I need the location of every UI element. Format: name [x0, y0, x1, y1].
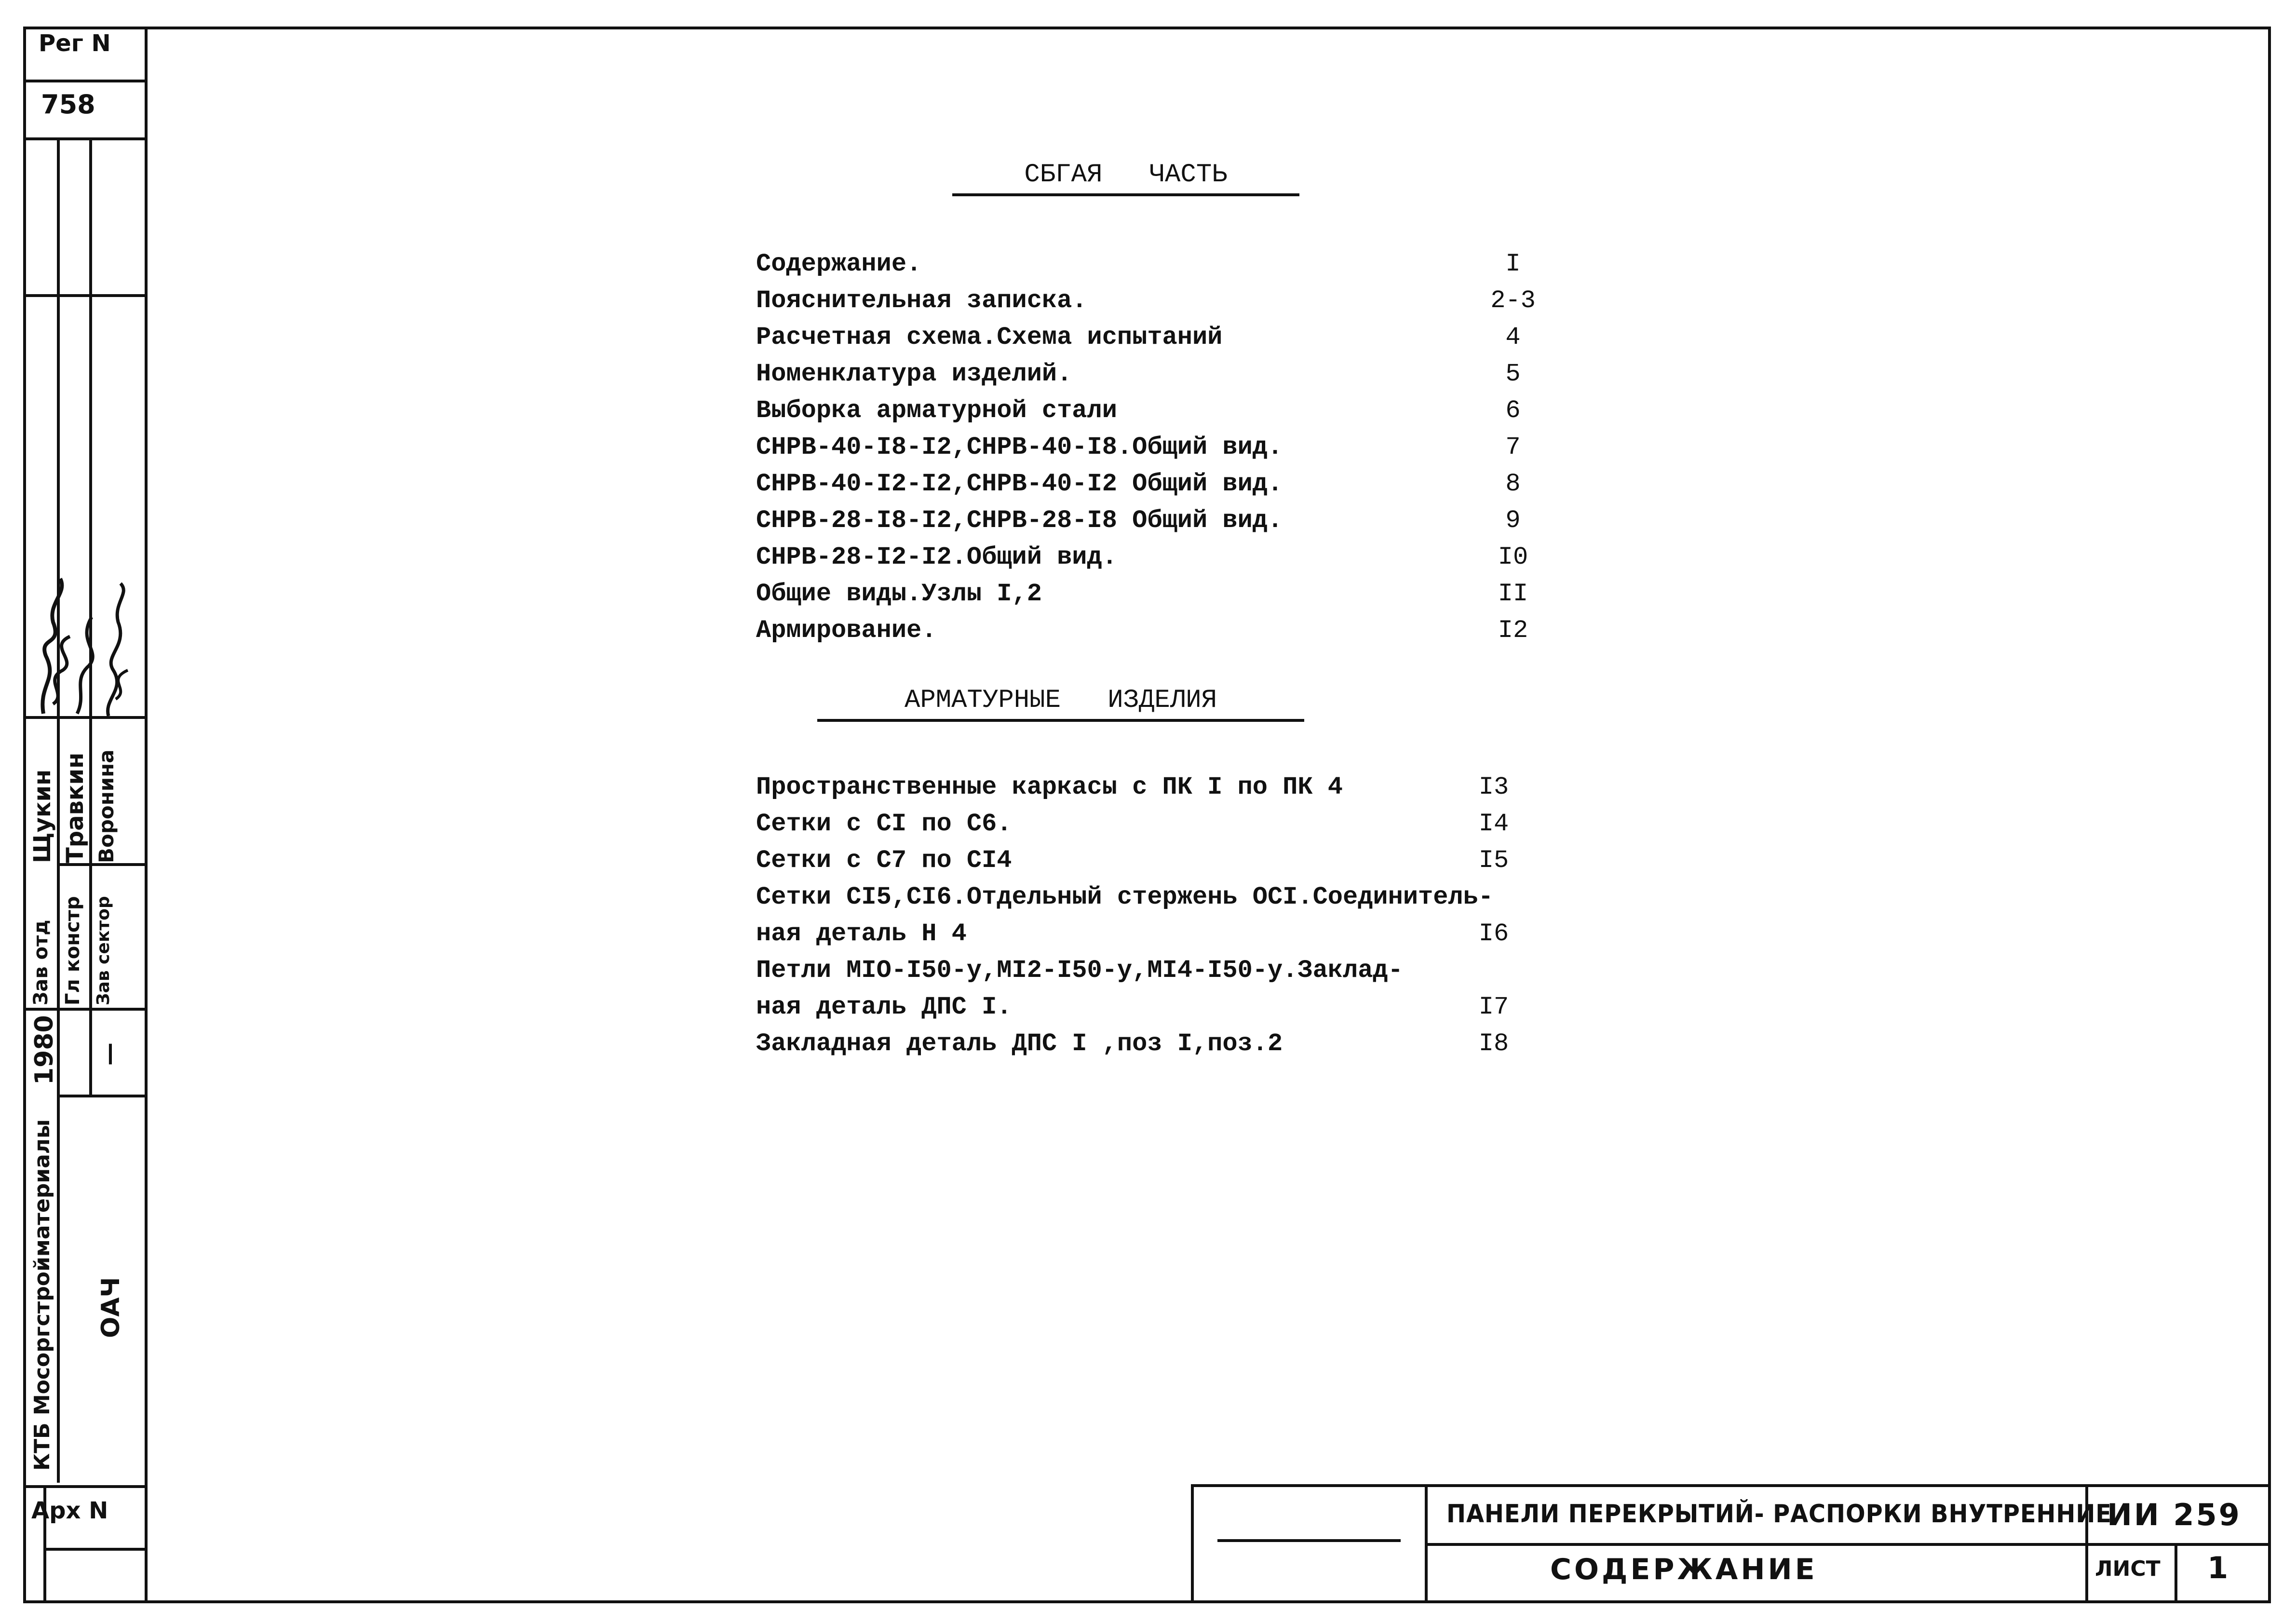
item-title: СНРВ-40-I8-I2,СНРВ-40-I8.Общий вид.	[756, 433, 1283, 461]
item-page: 8	[1505, 470, 1521, 498]
item-page: I	[1505, 250, 1521, 278]
name-shchukin: Щукин	[29, 769, 56, 863]
item-title: Сетки с СI по С6.	[756, 810, 1012, 838]
name-voronina: Воронина	[95, 749, 118, 863]
year-dash: —	[95, 1042, 122, 1066]
item-page: 2-3	[1490, 286, 1536, 315]
section2-heading	[817, 686, 1304, 722]
item-title: Армирование.	[756, 616, 937, 645]
item-page: 7	[1505, 433, 1521, 461]
sheet-title: СОДЕРЖАНИЕ	[1550, 1553, 1818, 1586]
item-title: Содержание.	[756, 250, 922, 278]
name-travkin: Травкин	[62, 752, 89, 863]
item-page: I0	[1498, 543, 1528, 571]
item-page: I6	[1478, 920, 1509, 948]
year: 1980	[30, 1015, 59, 1085]
sheet-number: 1	[2207, 1550, 2229, 1585]
item-page: I3	[1478, 773, 1509, 801]
item-title: ная деталь Н 4	[756, 920, 967, 948]
item-title: СНРВ-28-I2-I2.Общий вид.	[756, 543, 1117, 571]
item-title: Пояснительная записка.	[756, 286, 1087, 315]
doc-code: ОАЧ	[96, 1277, 125, 1338]
item-page: I4	[1478, 810, 1509, 838]
item-title: Выборка арматурной стали	[756, 396, 1117, 425]
item-page: I8	[1478, 1029, 1509, 1058]
item-title: Петли МIО-I50-у,МI2-I50-у,МI4-I50-у.Заклад-	[756, 956, 1403, 985]
item-page: I7	[1478, 993, 1509, 1021]
item-title: ная деталь ДПС I.	[756, 993, 1012, 1021]
signatures	[24, 574, 145, 718]
item-page: 5	[1505, 360, 1521, 388]
item-title: СНРВ-40-I2-I2,СНРВ-40-I2 Общий вид.	[756, 470, 1283, 498]
section2-heading-text: АРМАТУРНЫЕ ИЗДЕЛИЯ	[904, 686, 1217, 715]
item-title: Номенклатура изделий.	[756, 360, 1072, 388]
arch-label: Арх N	[31, 1497, 108, 1524]
section1-heading	[952, 160, 1299, 196]
strip-border	[145, 27, 148, 1603]
organization: КТБ Мосоргстройматериалы	[30, 1119, 54, 1471]
role-head-dept: Зав отд	[30, 920, 52, 1005]
project-title: ПАНЕЛИ ПЕРЕКРЫТИЙ- РАСПОРКИ ВНУТРЕННИЕ	[1446, 1500, 2112, 1529]
item-page: 9	[1505, 506, 1521, 535]
item-title: Сетки СI5,СI6.Отдельный стержень ОСI.Соединитель-	[756, 883, 1494, 911]
item-page: 6	[1505, 396, 1521, 425]
outer-border	[23, 27, 2271, 1603]
item-title: Расчетная схема.Схема испытаний	[756, 323, 1223, 352]
reg-number: 758	[41, 89, 95, 120]
sheet-label: ЛИСТ	[2095, 1556, 2161, 1581]
item-page: II	[1498, 580, 1528, 608]
item-page: 4	[1505, 323, 1521, 352]
reg-label: Рег N	[39, 30, 111, 57]
item-title: Сетки с С7 по СI4	[756, 846, 1012, 875]
item-page: I2	[1498, 616, 1528, 645]
section1-heading-text: СБГАЯ ЧАСТЬ	[1024, 160, 1228, 189]
title-block-top	[1191, 1484, 2271, 1487]
role-chief-designer: Гл констр	[62, 896, 84, 1005]
series-code: ИИ 259	[2107, 1497, 2242, 1532]
item-page: I5	[1478, 846, 1509, 875]
item-title: Общие виды.Узлы I,2	[756, 580, 1042, 608]
role-head-sector: Зав сектор	[94, 896, 113, 1005]
item-title: СНРВ-28-I8-I2,СНРВ-28-I8 Общий вид.	[756, 506, 1283, 535]
item-title: Пространственные каркасы с ПК I по ПК 4	[756, 773, 1343, 801]
item-title: Закладная деталь ДПС I ,поз I,поз.2	[756, 1029, 1283, 1058]
